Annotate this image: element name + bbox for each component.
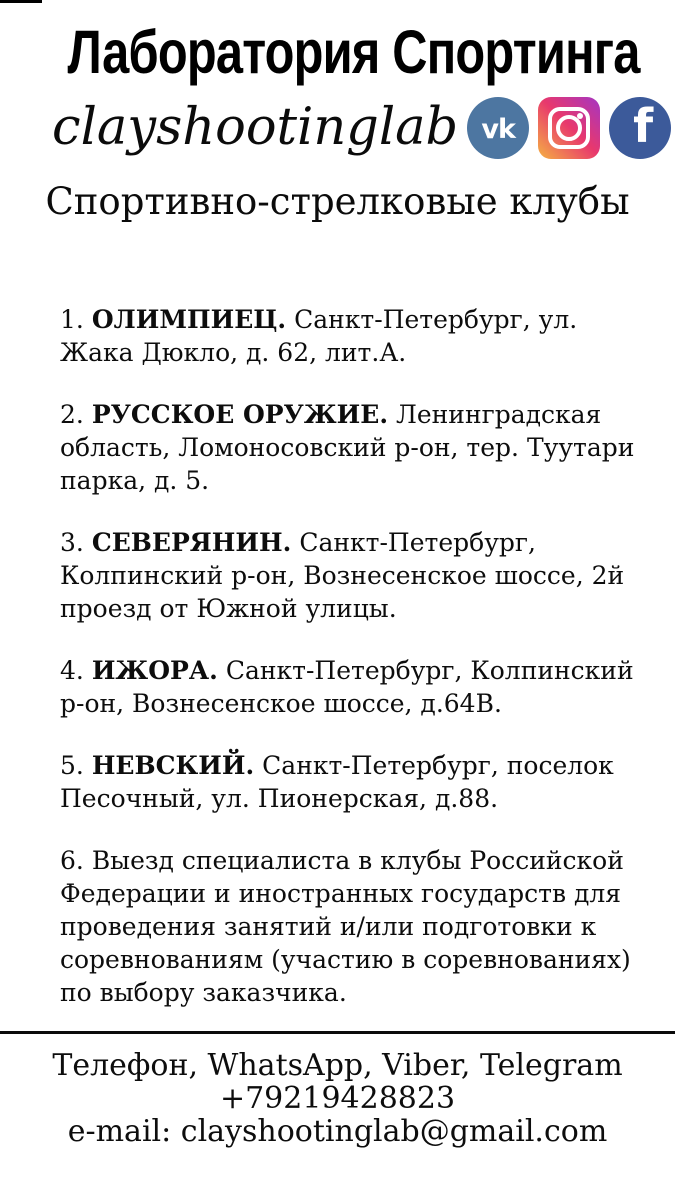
- footer-email: e-mail: clayshootinglab@gmail.com: [67, 1114, 608, 1149]
- club-item-5: [60, 749, 636, 815]
- club-details: Выезд специалиста в клубы Российской Федерации и иностранных государств для проведения занятий и/или подготовки к соревнованиям (участию в соревнованиях) по выбору заказчика.: [60, 846, 631, 1007]
- club-item-1: [60, 303, 636, 369]
- club-name: РУССКОЕ ОРУЖИЕ.: [91, 400, 389, 429]
- club-number: 2.: [60, 400, 84, 429]
- club-name: ОЛИМПИЕЦ.: [91, 305, 287, 334]
- footer: [0, 1049, 675, 1148]
- brand-row: [52, 94, 652, 162]
- footer-channels: Телефон, WhatsApp, Viber, Telegram: [52, 1048, 623, 1083]
- instagram-icon[interactable]: [538, 97, 600, 159]
- facebook-icon-label: f: [633, 99, 654, 153]
- footer-divider: [0, 1031, 675, 1034]
- brand-name: clayshootinglab: [52, 98, 459, 157]
- club-name: НЕВСКИЙ.: [91, 751, 255, 780]
- club-item-2: [60, 398, 636, 497]
- club-number: 4.: [60, 656, 84, 685]
- vk-icon-label: vk: [481, 114, 515, 145]
- club-details: Санкт-Петербург, Колпинский р-он, Вознесенское шоссе, д.64В.: [60, 656, 634, 718]
- page-subtitle: Спортивно-стрелковые клубы: [45, 180, 630, 223]
- club-details: Ленинградская область, Ломоносовский р-он, тер. Туутари парка, д. 5.: [60, 400, 635, 495]
- club-number: 5.: [60, 751, 84, 780]
- club-details: Санкт-Петербург, поселок Песочный, ул. Пионерская, д.88.: [60, 751, 614, 813]
- facebook-icon[interactable]: [609, 97, 671, 159]
- footer-phone: +79219428823: [219, 1081, 456, 1116]
- club-details: Санкт-Петербург, Колпинский р-он, Вознесенское шоссе, 2й проезд от Южной улицы.: [60, 528, 625, 623]
- top-edge-artifact: [0, 0, 42, 3]
- vk-icon[interactable]: [467, 97, 529, 159]
- club-number: 6.: [60, 846, 84, 875]
- club-item-4: [60, 654, 636, 720]
- club-number: 3.: [60, 528, 84, 557]
- club-details: Санкт-Петербург, ул. Жака Дюкло, д. 62, лит.А.: [60, 305, 578, 367]
- club-item-3: [60, 526, 636, 625]
- page-title: Лаборатория Спортинга: [67, 18, 640, 86]
- club-item-6: [60, 844, 636, 1009]
- club-list: [60, 303, 636, 1009]
- club-name: СЕВЕРЯНИН.: [91, 528, 292, 557]
- club-name: ИЖОРА.: [91, 656, 218, 685]
- club-number: 1.: [60, 305, 84, 334]
